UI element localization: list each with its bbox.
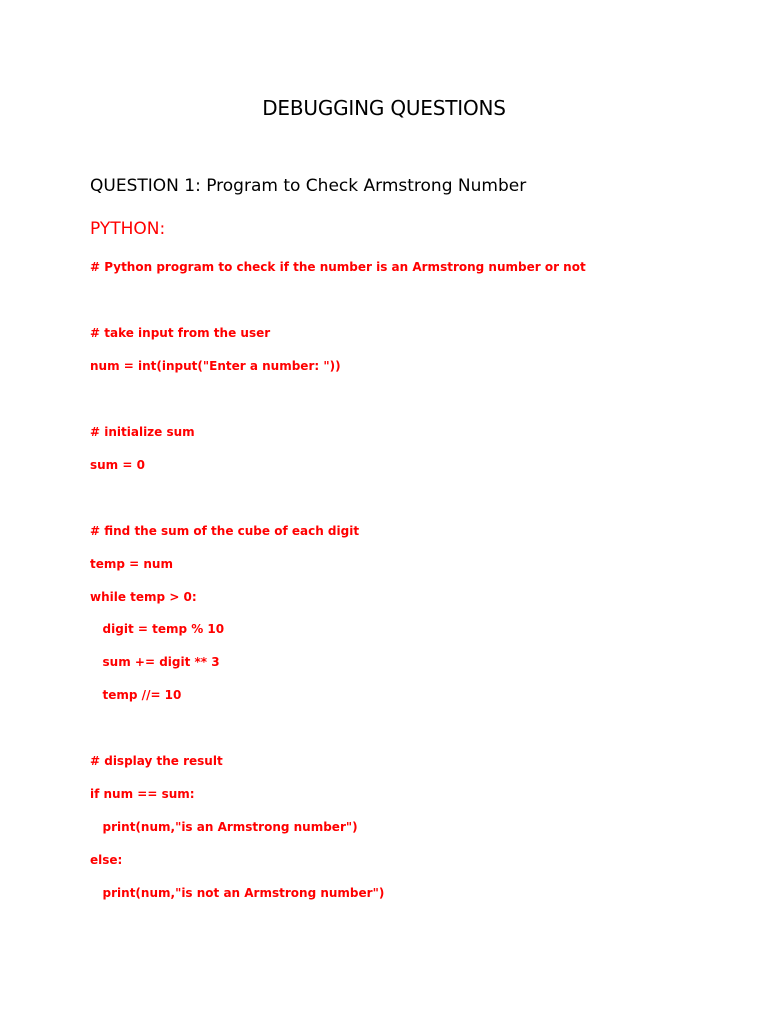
code-line-comment-sum: # initialize sum <box>90 425 195 439</box>
code-line-if: if num == sum: <box>90 787 195 801</box>
code-line-comment-cube: # find the sum of the cube of each digit <box>90 524 360 538</box>
code-line-temp-div: temp //= 10 <box>90 688 182 702</box>
question-heading: QUESTION 1: Program to Check Armstrong Number <box>90 176 527 196</box>
code-line-temp-assign: temp = num <box>90 557 173 571</box>
code-line-print-true: print(num,"is an Armstrong number") <box>90 820 358 834</box>
code-line-print-false: print(num,"is not an Armstrong number") <box>90 886 385 900</box>
code-line-sum-init: sum = 0 <box>90 458 145 472</box>
code-line-input: num = int(input("Enter a number: ")) <box>90 359 341 373</box>
code-line-comment-result: # display the result <box>90 754 223 768</box>
code-line-while: while temp > 0: <box>90 590 197 604</box>
code-line-comment-intro: # Python program to check if the number is an Armstrong number or not <box>90 260 586 274</box>
code-line-digit: digit = temp % 10 <box>90 622 225 636</box>
code-line-sum-add: sum += digit ** 3 <box>90 655 220 669</box>
language-label: PYTHON: <box>90 219 166 239</box>
code-line-comment-input: # take input from the user <box>90 326 271 340</box>
code-line-else: else: <box>90 853 123 867</box>
page-title: DEBUGGING QUESTIONS <box>262 96 506 120</box>
